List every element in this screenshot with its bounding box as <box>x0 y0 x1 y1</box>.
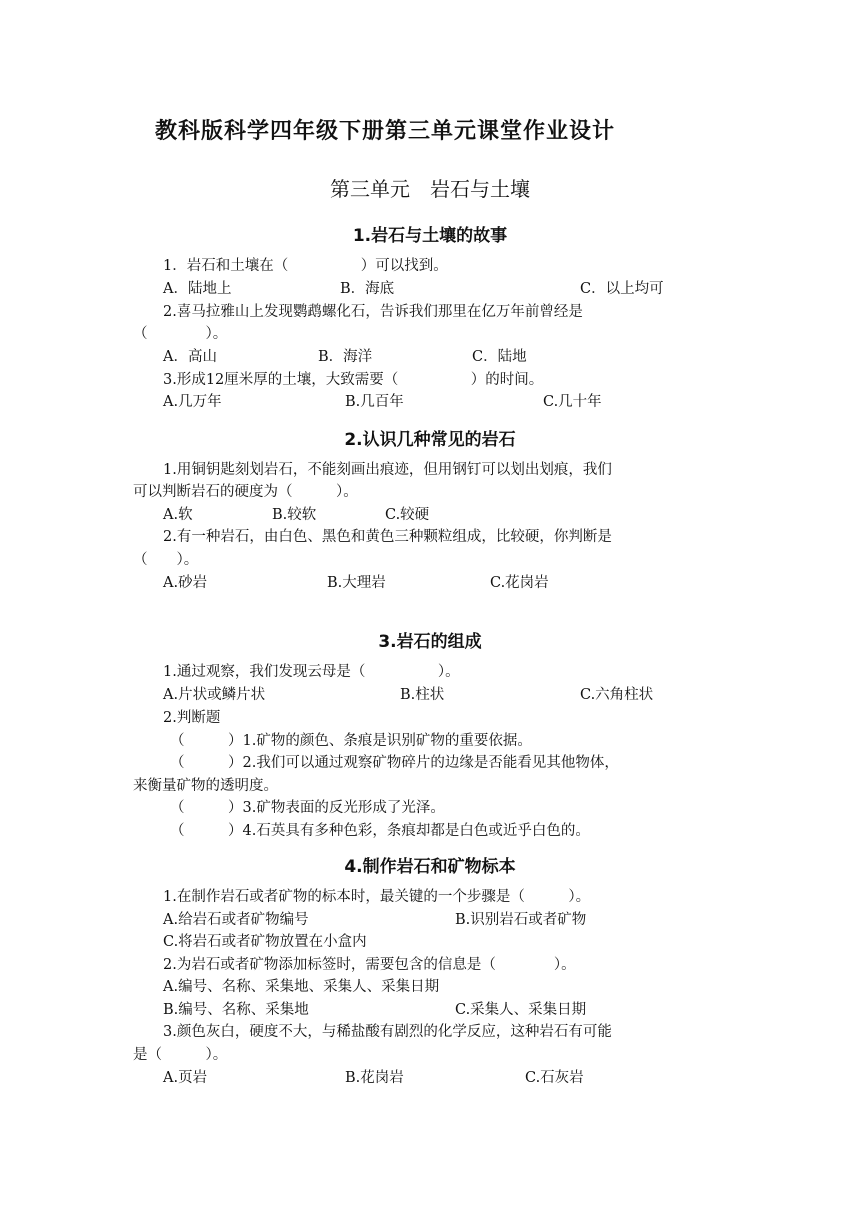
option-1-3-a: A.几万年 <box>163 394 222 410</box>
option-3-1-b: B.柱状 <box>400 687 445 703</box>
option-1-1-a: A．陆地上 <box>163 281 232 297</box>
option-1-2-b: B．海洋 <box>318 349 373 365</box>
option-1-3-c: C.几十年 <box>543 394 602 410</box>
question-1-2: 2.喜马拉雅山上发现鹦鹉螺化石，告诉我们那里在亿万年前曾经是 <box>163 304 583 320</box>
option-4-1-c: C.将岩石或者矿物放置在小盒内 <box>163 934 367 950</box>
judge-item-2: （ ）2.我们可以通过观察矿物碎片的边缘是否能看见其他物体， <box>170 755 619 771</box>
option-1-3-b: B.几百年 <box>345 394 404 410</box>
question-4-1: 1.在制作岩石或者矿物的标本时，最关键的一个步骤是（ ）。 <box>163 889 591 905</box>
question-3-2: 2.判断题 <box>163 710 221 726</box>
option-2-1-a: A.软 <box>163 507 193 523</box>
question-1-1: 1．岩石和土壤在（ ）可以找到。 <box>163 258 448 274</box>
unit-title: 第三单元 岩石与土壤 <box>330 177 530 201</box>
judge-item-3: （ ）3.矿物表面的反光形成了光泽。 <box>170 800 445 816</box>
section-title-3: 3.岩石的组成 <box>378 632 482 652</box>
option-4-3-c: C.石灰岩 <box>525 1070 584 1086</box>
judge-item-1: （ ）1.矿物的颜色、条痕是识别矿物的重要依据。 <box>170 733 532 749</box>
option-1-1-b: B．海底 <box>340 281 395 297</box>
section-title-2: 2.认识几种常见的岩石 <box>344 430 516 450</box>
section-title-4: 4.制作岩石和矿物标本 <box>344 857 516 877</box>
question-4-2: 2.为岩石或者矿物添加标签时，需要包含的信息是（ ）。 <box>163 957 576 973</box>
document-title: 教科版科学四年级下册第三单元课堂作业设计 <box>155 119 616 144</box>
question-4-3: 3.颜色灰白，硬度不大，与稀盐酸有剧烈的化学反应，这种岩石有可能 <box>163 1024 612 1040</box>
option-2-1-b: B.较软 <box>272 507 317 523</box>
question-2-1: 1.用铜钥匙刻划岩石，不能刻画出痕迹，但用钢钉可以划出划痕，我们 <box>163 462 612 478</box>
option-4-3-a: A.页岩 <box>163 1070 208 1086</box>
option-4-1-b: B.识别岩石或者矿物 <box>455 912 587 928</box>
section-title-1: 1.岩石与土壤的故事 <box>352 226 508 246</box>
option-4-2-a: A.编号、名称、采集地、采集人、采集日期 <box>163 979 440 995</box>
option-4-1-a: A.给岩石或者矿物编号 <box>163 912 309 928</box>
option-4-3-b: B.花岗岩 <box>345 1070 404 1086</box>
question-2-1-cont: 可以判断岩石的硬度为（ ）。 <box>133 484 358 500</box>
option-1-1-c: C．以上均可 <box>580 281 664 297</box>
question-2-2-cont: （ ）。 <box>133 552 199 568</box>
option-4-2-b: B.编号、名称、采集地 <box>163 1002 309 1018</box>
question-1-3: 3.形成12厘米厚的土壤，大致需要（ ）的时间。 <box>163 372 544 388</box>
question-2-2: 2.有一种岩石，由白色、黑色和黄色三种颗粒组成，比较硬，你判断是 <box>163 529 612 545</box>
option-1-2-a: A．高山 <box>163 349 217 365</box>
option-2-1-c: C.较硬 <box>385 507 430 523</box>
option-2-2-c: C.花岗岩 <box>490 575 549 591</box>
question-4-3-cont: 是（ ）。 <box>133 1047 228 1063</box>
question-3-1: 1.通过观察，我们发现云母是（ ）。 <box>163 664 460 680</box>
option-3-1-a: A.片状或鳞片状 <box>163 687 266 703</box>
option-1-2-c: C．陆地 <box>472 349 527 365</box>
option-4-2-c: C.采集人、采集日期 <box>455 1002 587 1018</box>
option-2-2-a: A.砂岩 <box>163 575 208 591</box>
judge-item-4: （ ）4.石英具有多种色彩，条痕却都是白色或近乎白色的。 <box>170 823 590 839</box>
option-3-1-c: C.六角柱状 <box>580 687 654 703</box>
option-2-2-b: B.大理岩 <box>327 575 386 591</box>
question-1-2-cont: （ ）。 <box>133 326 228 342</box>
judge-item-2-cont: 来衡量矿物的透明度。 <box>133 778 278 794</box>
